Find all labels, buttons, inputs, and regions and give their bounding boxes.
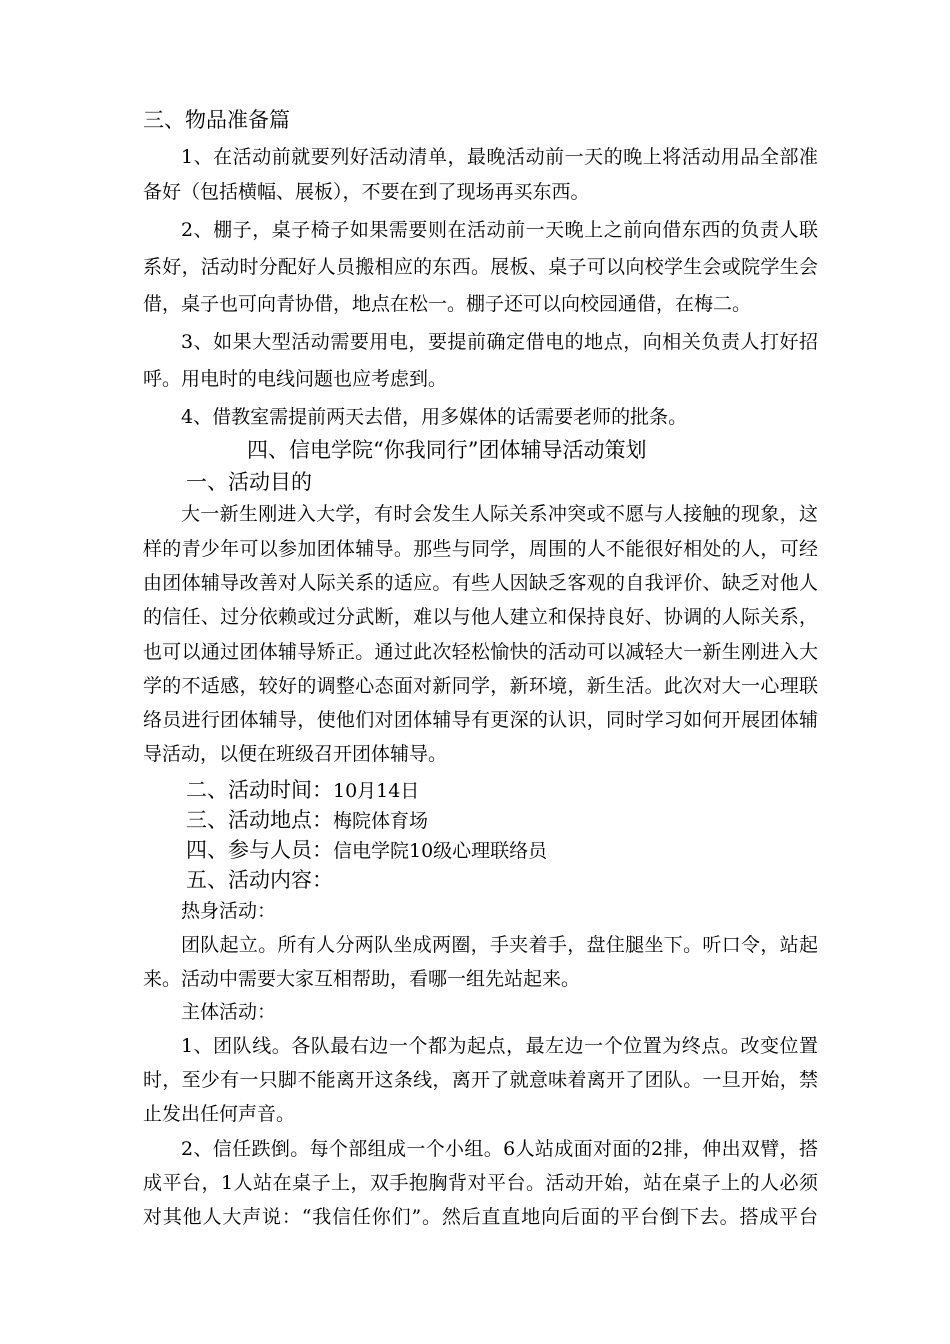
time-label: 二、活动时间： [186,778,333,802]
activity-place [186,808,428,833]
participants-value: 信电学院10级心理联络员 [333,840,548,862]
place-label: 三、活动地点： [186,808,333,832]
paragraph-line: 呼。用电时的电线问题也应考虑到。 [143,368,448,390]
paragraph-line: 大一新生刚进入大学，有时会发生人际关系冲突或不愿与人接触的现象，这 [181,503,818,525]
paragraph-line: 成平台，1人站在桌子上，双手抱胸背对平台。活动开始，站在桌子上的人必须 [143,1172,818,1194]
activity-time [186,778,419,803]
paragraph-line: 1、团队线。各队最右边一个都为起点，最左边一个位置为终点。改变位置 [181,1035,818,1057]
paragraph-line: 4、借教室需提前两天去借，用多媒体的话需要老师的批条。 [181,406,688,428]
paragraph-line: 2、棚子，桌子椅子如果需要则在活动前一天晚上之前向借东西的负责人联 [181,219,818,241]
paragraph-line: 由团体辅导改善对人际关系的适应。有些人因缺乏客观的自我评价、缺乏对他人 [143,572,818,594]
paragraph-line: 2、信任跌倒。每个部组成一个小组。6人站成面对面的2排，伸出双臂，搭 [181,1138,818,1160]
paragraph-line: 借，桌子也可向青协借，地点在松一。棚子还可以向校园通借，在梅二。 [143,293,752,315]
paragraph-line: 样的青少年可以参加团体辅导。那些与同学，周围的人不能很好相处的人，可经 [143,538,818,560]
paragraph-line: 学的不适感，较好的调整心态面对新同学，新环境，新生活。此次对大一心理联 [143,675,818,697]
plan-title: 四、信电学院“你我同行”团体辅导活动策划 [247,438,647,462]
participants-label: 四、参与人员： [186,838,333,862]
paragraph-line: 备好（包括横幅、展板），不要在到了现场再买东西。 [143,181,590,203]
paragraph-line: 系好，活动时分配好人员搬相应的东西。展板、桌子可以向校学生会或院学生会 [143,256,818,278]
subsection-heading: 五、活动内容： [186,868,333,892]
paragraph-line: 时，至少有一只脚不能离开这条线，离开了就意味着离开了团队。一旦开始，禁 [143,1069,818,1091]
paragraph-line: 止发出任何声音。 [143,1103,296,1125]
paragraph-line: 的信任、过分依赖或过分武断，难以与他人建立和保持良好、协调的人际关系， [143,606,818,628]
paragraph-line: 团队起立。所有人分两队坐成两圈，手夹着手，盘住腿坐下。听口令，站起 [181,934,818,956]
time-value: 10月14日 [333,780,420,802]
paragraph-line: 对其他人大声说：“我信任你们”。然后直直地向后面的平台倒下去。搭成平台 [143,1206,818,1228]
activity-participants [186,838,547,863]
paragraph-line: 1、在活动前就要列好活动清单，最晚活动前一天的晚上将活动用品全部准 [181,146,818,168]
paragraph-line: 来。活动中需要大家互相帮助，看哪一组先站起来。 [143,968,581,990]
paragraph-line: 导活动，以便在班级召开团体辅导。 [143,743,448,765]
main-activity-label: 主体活动： [181,1001,277,1023]
place-value: 梅院体育场 [333,810,429,832]
paragraph-line: 3、如果大型活动需要用电，要提前确定借电的地点，向相关负责人打好招 [181,331,818,353]
paragraph-line: 络员进行团体辅导，使他们对团体辅导有更深的认识，同时学习如何开展团体辅 [143,709,818,731]
section-heading: 三、物品准备篇 [143,108,290,132]
paragraph-line: 也可以通过团体辅导矫正。通过此次轻松愉快的活动可以减轻大一新生刚进入大 [143,641,818,663]
warmup-label: 热身活动： [181,900,277,922]
subsection-heading: 一、活动目的 [186,470,312,494]
